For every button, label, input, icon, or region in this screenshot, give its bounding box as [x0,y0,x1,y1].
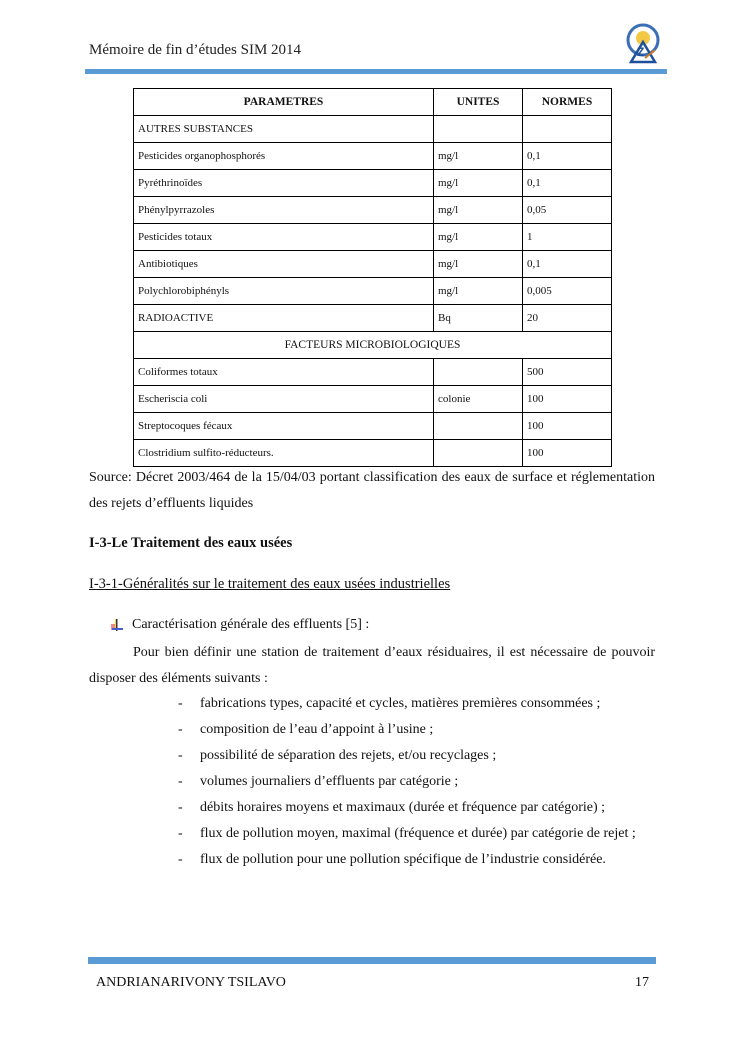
list-item [178,691,655,717]
list-item [178,717,655,743]
norm-cell: 0,1 [523,143,612,170]
pushpin-bullet-icon [110,618,124,632]
list-item-text: débits horaires moyens et maximaux (durée et fréquence par catégorie) ; [200,800,606,815]
unit-cell: colonie [434,386,523,413]
table-row [134,170,612,197]
header-rule [85,69,667,74]
table-row [134,143,612,170]
table-row [134,386,612,413]
dash-marker: - [178,826,183,841]
unit-cell [434,440,523,467]
unit-cell [434,413,523,440]
norm-cell: 0,005 [523,278,612,305]
param-cell: Pesticides totaux [134,224,434,251]
norm-cell: 100 [523,440,612,467]
dash-marker: - [178,722,183,737]
table-header-row [134,89,612,116]
column-header: UNITES [434,89,523,116]
dash-marker: - [178,696,183,711]
unit-cell: mg/l [434,224,523,251]
column-header: NORMES [523,89,612,116]
param-cell: Streptocoques fécaux [134,413,434,440]
param-cell: Coliformes totaux [134,359,434,386]
table-row [134,305,612,332]
table-section-row [134,332,612,359]
table-row [134,278,612,305]
table-row [134,197,612,224]
footer-author: ANDRIANARIVONY TSILAVO [96,975,286,990]
list-item [178,795,655,821]
param-cell: Polychlorobiphényls [134,278,434,305]
param-cell: Escheriscia coli [134,386,434,413]
norm-cell: 1 [523,224,612,251]
norm-cell: 500 [523,359,612,386]
list-item-text: flux de pollution pour une pollution spécifique de l’industrie considérée. [200,852,606,867]
bullet-heading [110,617,369,633]
param-cell: Pesticides organophosphorés [134,143,434,170]
list-item-text: fabrications types, capacité et cycles, matières premières consommées ; [200,696,601,711]
subsection-heading: I-3-1-Généralités sur le traitement des eaux usées industrielles [89,576,451,592]
unit-cell: mg/l [434,197,523,224]
norm-cell: 0,1 [523,170,612,197]
intro-paragraph: Pour bien définir une station de traitement d’eaux résiduaires, il est nécessaire de pouvoir disposer des éléments suivants : [89,645,655,686]
norm-cell: 100 [523,413,612,440]
section-heading: I-3-Le Traitement des eaux usées [89,535,293,551]
unit-cell: mg/l [434,278,523,305]
list-item-text: composition de l’eau d’appoint à l’usine ; [200,722,434,737]
unit-cell [434,359,523,386]
footer-rule [88,957,656,964]
param-cell: Phénylpyrrazoles [134,197,434,224]
svg-text:Z: Z [637,45,645,59]
param-cell: RADIOACTIVE [134,305,434,332]
dash-marker: - [178,852,183,867]
list-item-text: flux de pollution moyen, maximal (fréquence et durée) par catégorie de rejet ; [200,826,636,841]
norm-cell: 0,1 [523,251,612,278]
param-cell: AUTRES SUBSTANCES [134,116,434,143]
column-header: PARAMETRES [134,89,434,116]
unit-cell: Bq [434,305,523,332]
unit-cell [434,116,523,143]
list-item-text: volumes journaliers d’effluents par catégorie ; [200,774,459,789]
dash-marker: - [178,800,183,815]
unit-cell: mg/l [434,143,523,170]
dash-marker: - [178,774,183,789]
unit-cell: mg/l [434,170,523,197]
bullet-heading-text: Caractérisation générale des effluents [5] : [132,617,370,632]
norms-table [133,88,612,467]
table-row [134,251,612,278]
school-emblem-logo [617,22,669,66]
table-row [134,359,612,386]
table-row [134,224,612,251]
unit-cell: mg/l [434,251,523,278]
list-item [178,847,655,873]
param-cell: Clostridium sulfito-réducteurs. [134,440,434,467]
list-item [178,743,655,769]
page-number: 17 [635,975,649,990]
list-item [178,821,655,847]
norm-cell: 20 [523,305,612,332]
table-row [134,413,612,440]
list-item-text: possibilité de séparation des rejets, et/ou recyclages ; [200,748,497,763]
norm-cell: 100 [523,386,612,413]
param-cell: Pyréthrinoïdes [134,170,434,197]
requirements-list [178,691,655,873]
list-item [178,769,655,795]
table-row [134,116,612,143]
norm-cell [523,116,612,143]
running-header-title: Mémoire de fin d’études SIM 2014 [89,42,302,58]
param-cell: Antibiotiques [134,251,434,278]
dash-marker: - [178,748,183,763]
table-source-note: Source: Décret 2003/464 de la 15/04/03 portant classification des eaux de surface et réglementation des rejets d’effluents liquides [89,470,655,511]
section-title-cell: FACTEURS MICROBIOLOGIQUES [134,332,612,359]
norm-cell: 0,05 [523,197,612,224]
table-row [134,440,612,467]
